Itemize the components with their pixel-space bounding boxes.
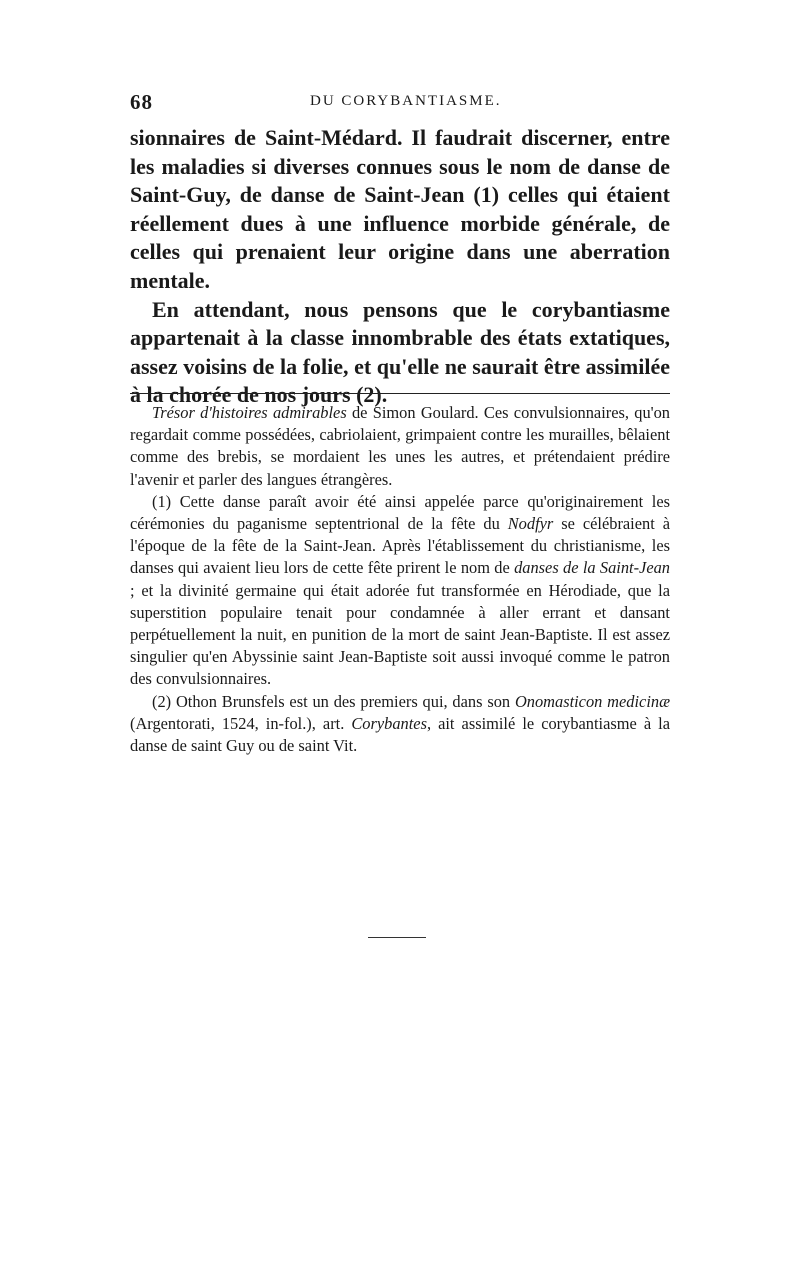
footnote-2-text-a: (2) Othon Brunsfels est un des premiers qui, dans son [152,691,515,711]
footnote-continued-text: de Simon Goulard. Ces convulsionnaires, qu'on regardait comme possédées, cabriolaient, grimpaient contre les murailles, bêlaient comme des brebis, se mordaient les unes les autres, et prétendaient prédire l'avenir et parler des langues étrangères. [130,403,670,489]
footnote-2-italic-a: Onomasticon medicinæ [514,691,671,711]
footnote-1-text-a: (1) Cette danse paraît avoir été ainsi appelée parce qu'originairement les cérémonies du paganisme septentrional de la fête du [130,491,670,534]
running-title: DU CORYBANTIASME. [310,93,502,109]
main-paragraph-1: sionnaires de Saint-Médard. Il faudrait discerner, entre les maladies si diverses connues sous le nom de danse de Saint-Guy, de danse de Saint-Jean (1) celles qui étaient réellement dues à une influence morbide générale, de celles qui prenaient leur origine dans une aberration mentale. [130,125,670,293]
footnote-1-italic-a: Nodfyr [507,514,554,534]
footnote-2-text-c: , ait assimilé le corybantiasme à la danse de saint Guy ou de saint Vit. [130,713,670,756]
footnote-2-text-b: (Argentorati, 1524, in-fol.), art. [130,713,352,733]
footnotes [130,402,670,757]
main-text [130,124,670,410]
main-paragraph-2: En attendant, nous pensons que le corybantiasme appartenait à la classe innombrable des états extatiques, assez voisins de la folie, et qu'elle ne saurait être assimilée à la chorée de nos jours (2). [130,296,670,408]
footnote-2-italic-b: Corybantes [351,713,427,733]
end-rule [368,937,426,938]
footnote-continued [130,402,670,491]
footnote-1-italic-b: danses de la Saint-Jean [514,558,670,578]
footnote-separator [130,393,670,394]
page-number: 68 [130,90,153,114]
running-head [130,90,670,114]
footnote-1-text-b: se célébraient à l'époque de la fête de la Saint-Jean. Après l'établissement du christianisme, les danses qui avaient lieu lors de cette fête prirent le nom de [130,514,670,578]
footnote-2 [130,691,670,758]
footnote-1-text-c: ; et la divinité germaine qui était adorée fut transformée en Hérodiade, que la superstition populaire tenait pour condamnée à aller errant et dansant perpétuellement la nuit, en punition de la mort de saint Jean-Baptiste. Il est assez singulier qu'en Abyssinie saint Jean-Baptiste soit aussi invoqué comme le patron des convulsionnaires. [130,580,670,689]
footnote-1 [130,491,670,691]
book-title: Trésor d'histoires admirables [152,403,347,422]
